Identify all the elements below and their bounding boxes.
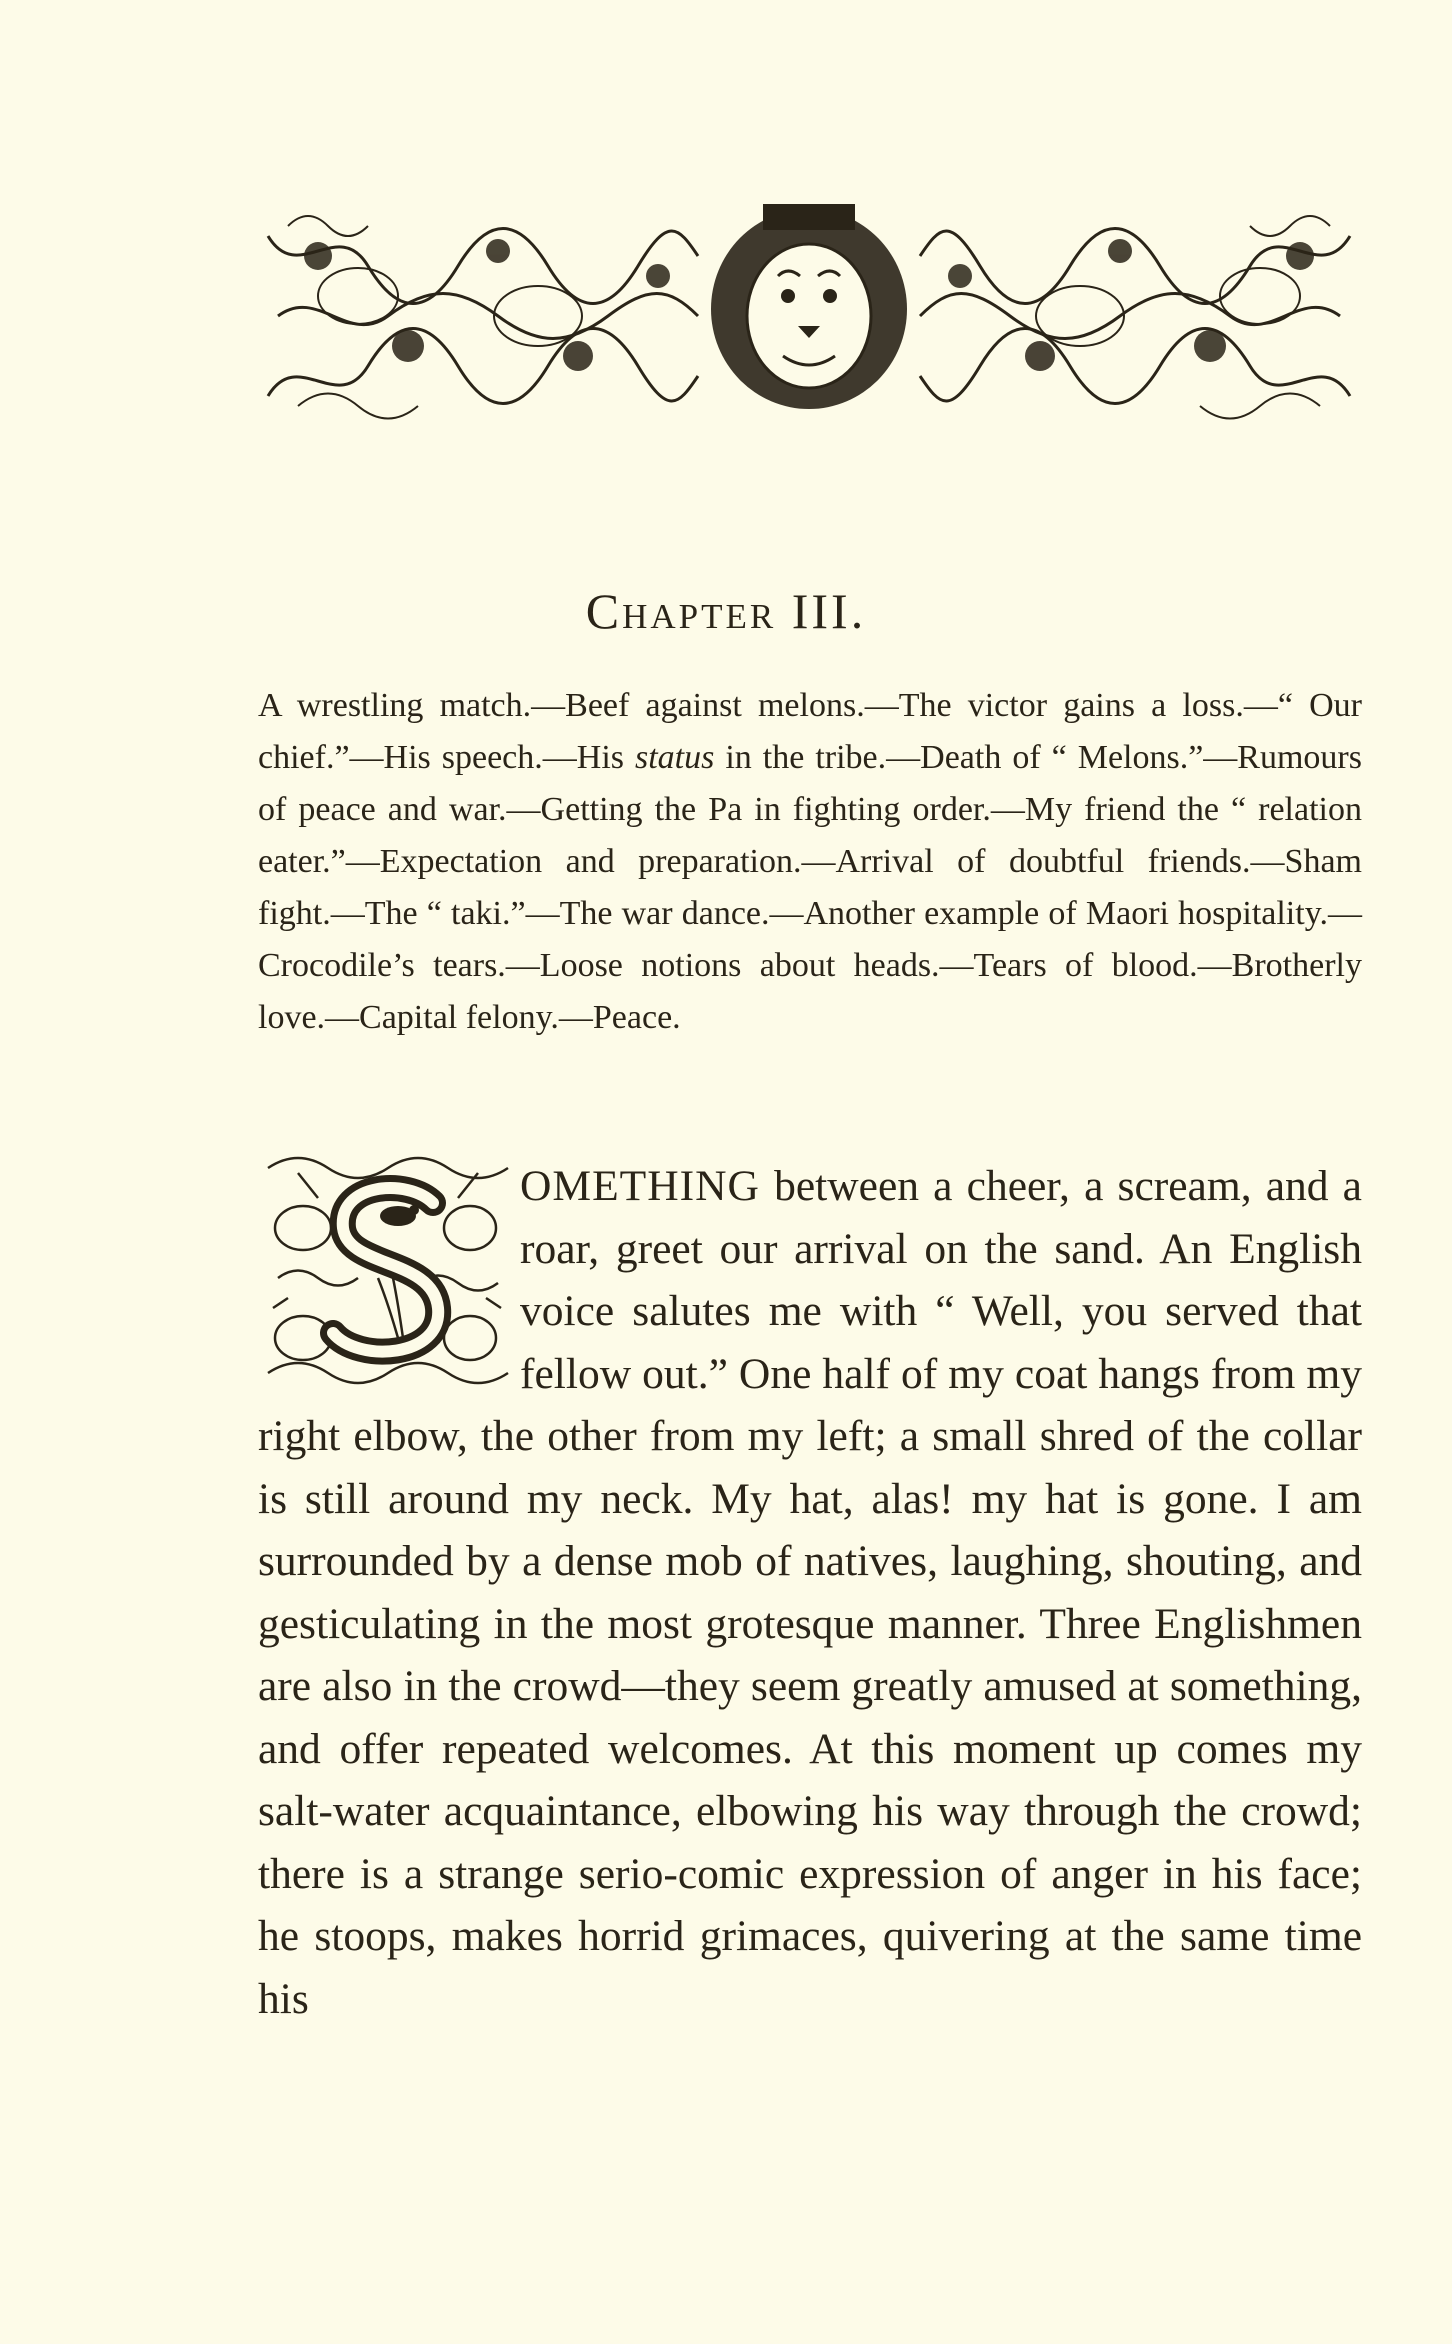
body-paragraph bbox=[258, 1155, 1362, 2030]
chapter-synopsis bbox=[258, 680, 1362, 1044]
synopsis-italic: status bbox=[635, 739, 715, 776]
synopsis-text-continued: in the tribe.—Death of “ Melons.”—Rumours of peace and war.—Getting the Pa in fighting order.—My friend the “ relation eater.”—Expectation and preparation.—Arrival of doubtful friends.—Sham fight.—The “ taki.”—The war dance.—Another example of Maori hospitality.—Crocodile’s tears.—Loose notions about heads.—Tears of blood.—Brotherly love.—Capital felony.—Peace. bbox=[258, 739, 1362, 1036]
ornamental-headpiece-icon bbox=[258, 196, 1360, 422]
body-text: between a cheer, a scream, and a roar, greet our arrival on the sand. An English voice salutes me with “ Well, you served that fellow out.” One half of my coat hangs from my right elbow, the other from my left; a small shred of the collar is still around my neck. My hat, alas! my hat is gone. I am surrounded by a dense mob of natives, laughing, shouting, and gesticulating in the most grotesque manner. Three Englishmen are also in the crowd—they seem greatly amused at something, and offer repeated welcomes. At this moment up comes my salt-water acquaintance, elbowing his way through the crowd; there is a strange serio-comic expression of anger in his face; he stoops, makes horrid grimaces, quivering at the same time his bbox=[258, 1162, 1362, 2023]
dropcap-space bbox=[258, 1155, 520, 1395]
synopsis-text: A wrestling match.—Beef against melons.—The victor gains a loss.—“ Our chief.”—His speech.—His bbox=[258, 687, 1362, 776]
chapter-title: Chapter III. bbox=[585, 583, 867, 639]
first-word: OMETHING bbox=[520, 1162, 760, 1210]
